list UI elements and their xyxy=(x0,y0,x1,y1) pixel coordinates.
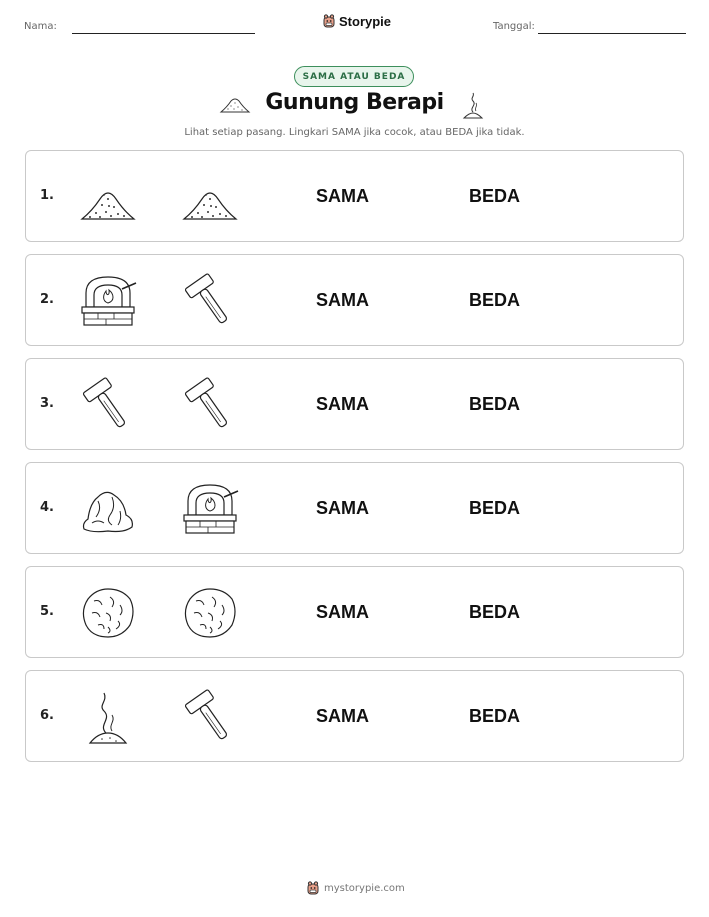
worksheet-type-badge: SAMA ATAU BEDA xyxy=(294,66,414,87)
lava-mound-icon xyxy=(78,479,138,539)
question-number: 5. xyxy=(40,604,54,619)
furnace-icon xyxy=(180,479,240,539)
page-title: Gunung Berapi xyxy=(265,90,444,115)
instructions: Lihat setiap pasang. Lingkari SAMA jika cocok, atau BEDA jika tidak. xyxy=(184,127,525,138)
date-label: Tanggal: xyxy=(493,21,535,32)
different-option[interactable]: BEDA xyxy=(469,186,521,206)
hammer-icon xyxy=(180,687,240,747)
question-row-3 xyxy=(25,358,684,450)
storypie-mascot-icon xyxy=(306,880,320,896)
furnace-icon xyxy=(78,271,138,331)
storypie-mascot-icon xyxy=(322,13,336,29)
name-label: Nama: xyxy=(24,21,57,32)
rock-icon xyxy=(78,583,138,643)
question-number: 6. xyxy=(40,708,54,723)
same-option[interactable]: SAMA xyxy=(316,602,369,622)
question-number: 3. xyxy=(40,396,54,411)
footer-site: mystorypie.com xyxy=(324,882,405,894)
different-option[interactable]: BEDA xyxy=(469,394,521,414)
different-option[interactable]: BEDA xyxy=(469,602,521,622)
different-option[interactable]: BEDA xyxy=(469,498,521,518)
question-row-1 xyxy=(25,150,684,242)
question-number: 1. xyxy=(40,188,54,203)
footer xyxy=(306,880,405,896)
hammer-icon xyxy=(78,375,138,435)
different-option[interactable]: BEDA xyxy=(469,706,521,726)
question-row-5 xyxy=(25,566,684,658)
brand-name: Storypie xyxy=(339,13,392,29)
rock-icon xyxy=(180,583,240,643)
same-option[interactable]: SAMA xyxy=(316,290,369,310)
brand-logo xyxy=(322,13,391,29)
steam-vent-icon xyxy=(461,92,485,120)
hammer-icon xyxy=(180,375,240,435)
hammer-icon xyxy=(180,271,240,331)
question-row-6 xyxy=(25,670,684,762)
same-option[interactable]: SAMA xyxy=(316,498,369,518)
question-row-4 xyxy=(25,462,684,554)
same-option[interactable]: SAMA xyxy=(316,706,369,726)
same-option[interactable]: SAMA xyxy=(316,186,369,206)
sand-pile-icon xyxy=(78,167,138,227)
different-option[interactable]: BEDA xyxy=(469,290,521,310)
question-row-2 xyxy=(25,254,684,346)
question-number: 2. xyxy=(40,292,54,307)
same-option[interactable]: SAMA xyxy=(316,394,369,414)
date-line[interactable] xyxy=(538,33,686,34)
steam-vent-icon xyxy=(78,687,138,747)
question-number: 4. xyxy=(40,500,54,515)
name-line[interactable] xyxy=(72,33,255,34)
sand-pile-icon xyxy=(180,167,240,227)
